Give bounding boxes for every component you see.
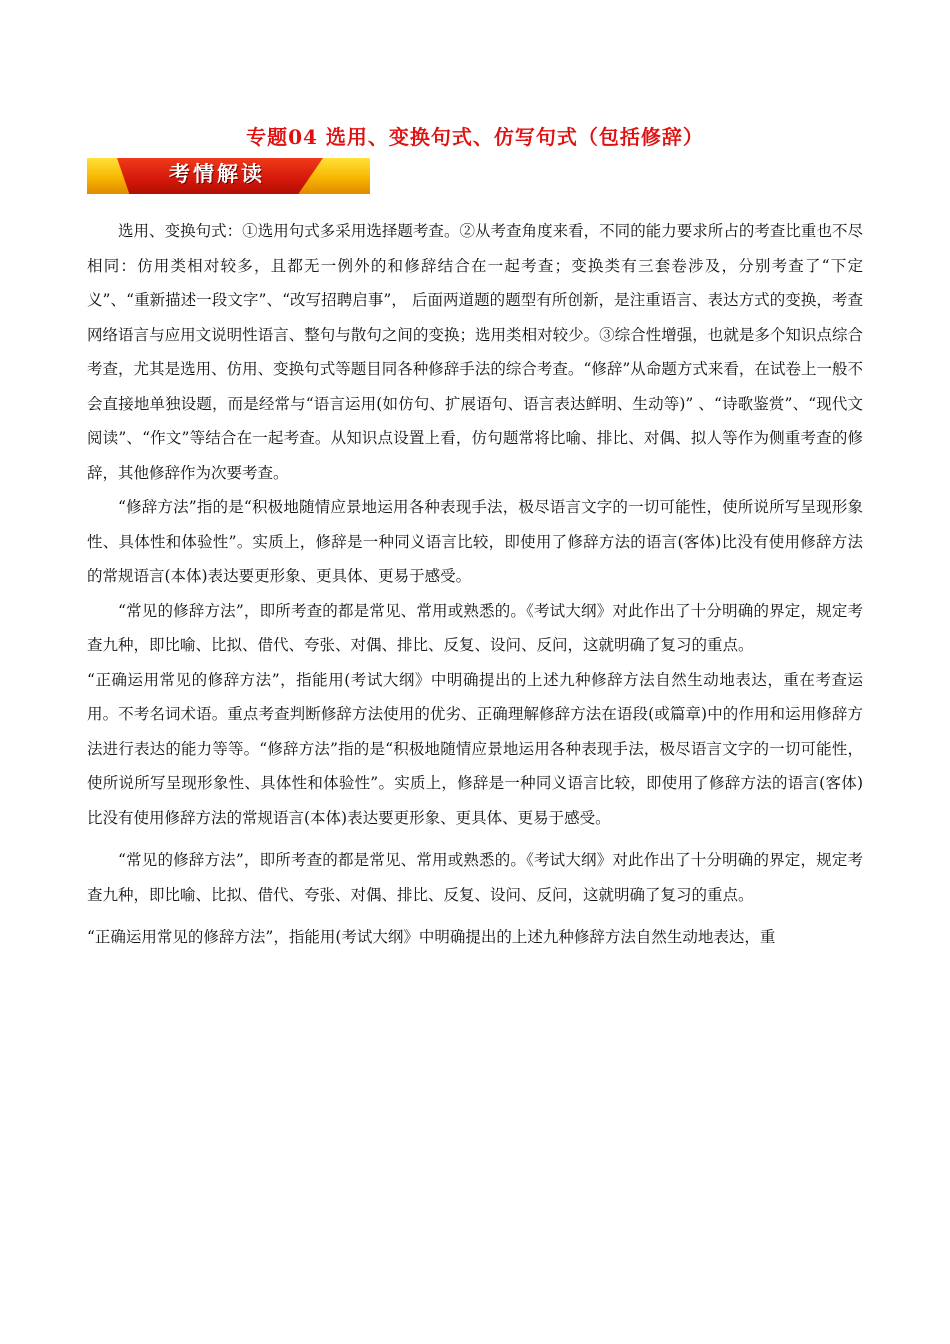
paragraph-3: “常见的修辞方法”，即所考查的都是常见、常用或熟悉的。《考试大纲》对此作出了十分明确的界定，规定考查九种，即比喻、比拟、借代、夸张、对偶、排比、反复、设问、反问，这就明确了复习的重点。 bbox=[87, 601, 863, 654]
paragraph-1: 选用、变换句式：①选用句式多采用选择题考查。②从考查角度来看，不同的能力要求所占的考查比重也不尽相同：仿用类相对较多，且都无一例外的和修辞结合在一起考查；变换类有三套卷涉及，分别考查了“下定义”、“重新描述一段文字”、“改写招聘启事”， 后面两道题的题型有所创新，是注重语言、表达方式的变换，考查网络语言与应用文说明性语言、整句与散句之间的变换；选用类相对较少。③综合性增强，也就是多个知识点综合考查，尤其是选用、仿用、变换句式等题目同各种修辞手法的综合考查。“修辞”从命题方式来看，在试卷上一般不会直接地单独设题，而是经常与“语言运用(如仿句、扩展语句、语言表达鲜明、生动等)” 、“诗歌鉴赏”、“现代文阅读”、“作文”等结合在一起考查。从知识点设置上看，仿句题常将比喻、排比、对偶、拟人等作为侧重考查的修辞，其他修辞作为次要考查。 bbox=[87, 222, 863, 482]
paragraph-5: “常见的修辞方法”，即所考查的都是常见、常用或熟悉的。《考试大纲》对此作出了十分明确的界定，规定考查九种，即比喻、比拟、借代、夸张、对偶、排比、反复、设问、反问，这就明确了复习的重点。 bbox=[87, 851, 863, 904]
paragraph-4: “正确运用常见的修辞方法”，指能用(考试大纲》中明确提出的上述九种修辞方法自然生动地表达，重在考查运用。不考名词术语。重点考查判断修辞方法使用的优劣、正确理解修辞方法在语段(或篇章)中的作用和运用修辞方法进行表达的能力等等。“修辞方法”指的是“积极地随情应景地运用各种表现手法，极尽语言文字的一切可能性，使所说所写呈现形象性、具体性和体验性”。实质上，修辞是一种同义语言比较，即使用了修辞方法的语言(客体)比没有使用修辞方法的常规语言(本体)表达要更形象、更具体、更易于感受。 bbox=[87, 670, 863, 827]
paragraph-2: “修辞方法”指的是“积极地随情应景地运用各种表现手法，极尽语言文字的一切可能性，使所说所写呈现形象性、具体性和体验性”。实质上，修辞是一种同义语言比较，即使用了修辞方法的语言(客体)比没有使用修辞方法的常规语言(本体)表达要更形象、更具体、更易于感受。 bbox=[87, 498, 863, 585]
section-banner bbox=[87, 158, 370, 194]
paragraph-6: “正确运用常见的修辞方法”，指能用(考试大纲》中明确提出的上述九种修辞方法自然生动地表达，重 bbox=[87, 928, 776, 946]
document-body bbox=[87, 214, 863, 955]
document-title: 专题04 选用、变换句式、仿写句式（包括修辞） bbox=[246, 125, 704, 149]
section-banner-label: 考情解读 bbox=[169, 162, 265, 186]
